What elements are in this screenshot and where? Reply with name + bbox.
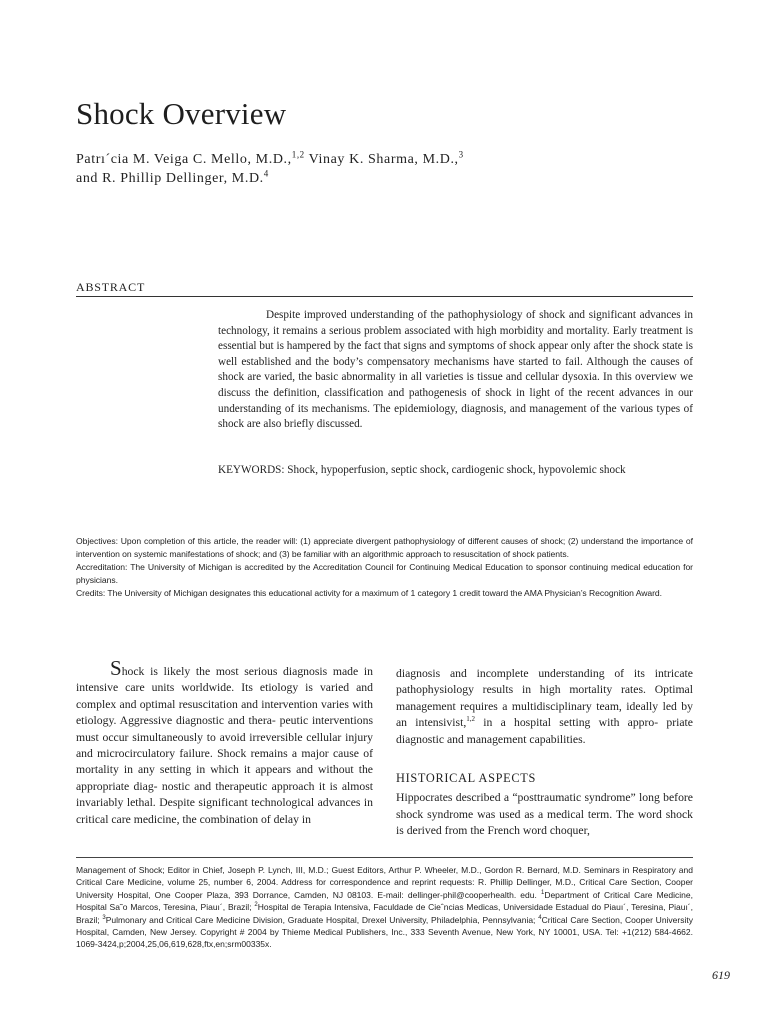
author-sharma: Vinay K. Sharma, M.D., — [304, 152, 459, 167]
footnote-affiliation-1: Department of Critical Care Medicine, Hospital Sa˜o Marcos, Teresina, Piauı´, Brazil; — [76, 889, 693, 913]
objectives-text: Objectives: Upon completion of this article, the reader will: (1) appreciate divergent pathophysiology of different causes of shock; (2) understand the importance of intervention on systemic manifestations of shock; and (3) be familiar with an algorithmic approach to resuscitation of shock patients. — [76, 536, 693, 559]
historical-paragraph: Hippocrates described a “posttraumatic syndrome” long before shock syndrome was used as a medical term. The word shock is derived from the French word choquer, — [396, 791, 693, 838]
footnote-editorial: Management of Shock; Editor in Chief, Joseph P. Lynch, III, M.D.; Guest Editors, Arthur P. Wheeler, M.D., Gordon R. Bernard, M.D. Seminars in Respiratory and Critical Care Medicine, volume 25, number 6, 2004. Address for correspondence and reprint requests: R. Phillip Dellinger, M.D., Critical Care Section, Cooper University Hospital, One Cooper Plaza, 393 Dorrance, Camden, NJ 08103. E-mail: dellinger-phil@cooperhealth. edu. — [76, 865, 693, 900]
body-column-right — [396, 666, 693, 840]
intro-paragraph — [76, 656, 373, 828]
footnote-sup: 1 — [540, 889, 545, 896]
abstract-divider — [76, 296, 693, 297]
cme-information — [76, 535, 693, 600]
author-affiliation-sup: 4 — [263, 168, 269, 179]
citation-sup: 1,2 — [466, 715, 475, 724]
footer-divider — [76, 857, 693, 858]
footnote — [76, 864, 693, 951]
author-list — [76, 150, 546, 188]
footnote-affiliation-3: Pulmonary and Critical Care Medicine Division, Graduate Hospital, Drexel University, Philadelphia, Pennsylvania; — [105, 914, 536, 925]
author-mello: Patrı´cia M. Veiga C. Mello, M.D., — [76, 152, 292, 167]
footnote-sup: 3 — [102, 914, 106, 921]
keywords: KEYWORDS: Shock, hypoperfusion, septic shock, cardiogenic shock, hypovolemic shock — [218, 464, 626, 476]
author-affiliation-sup: 1,2 — [291, 149, 305, 160]
footnote-affiliation-4: Critical Care Section, Cooper University Hospital, Camden, New Jersey. Copyright # 2004 by Thieme Medical Publishers, Inc., 333 Seventh Avenue, New York, NY 10001, USA. Tel: +1(212) 584-4662. 1069-3424,p;2004,25,06,619,628,ftx,en;srm00335x. — [76, 914, 693, 950]
body-column-left — [76, 656, 373, 828]
abstract-text: Despite improved understanding of the pathophysiology of shock and significant advances in technology, it remains a serious problem associated with high morbidity and mortality. Early treatment is essential but is hampered by the fact that signs and symptoms of shock appear only after the shock state is well established and the body’s compensatory mechanisms have started to fail. Although the causes of shock are varied, the basic abnormality in all varieties is tissue and cellular dysoxia. In this overview we discuss the definition, classification and pathogenesis of shock in light of the recent advances in our understanding of its mechanisms. The epidemiology, diagnosis, and management of the various types of shock are also briefly discussed. — [218, 309, 693, 431]
author-dellinger: and R. Phillip Dellinger, M.D. — [76, 171, 264, 186]
continuation-text: diagnosis and incomplete understanding of its intricate pathophysiology results in high mortality rates. Optimal management requires a multidisciplinary team, ideally led by an intensivist, — [396, 667, 693, 730]
credits-text: Credits: The University of Michigan designates this educational activity for a maximum of 1 category 1 credit toward the AMA Physician’s Recognition Award. — [76, 588, 662, 598]
abstract-heading: ABSTRACT — [76, 280, 146, 294]
intro-text: hock is likely the most serious diagnosis made in intensive care units worldwide. Its etiology is varied and complex and optimal resuscitation and intervention varies with etiology. Aggressive diagnostic and thera- peutic interventions must occur simultaneously to avoid irreversible cellular injury and microcirculatory failure. Shock remains a major cause of mortality in any setting in which it appears and without the appropriate diag- nostic and therapeutic approach it is almost invariably lethal. Despite significant technological advances in critical care medicine, the combination of delay in — [76, 665, 373, 826]
footnote-sup: 4 — [538, 914, 542, 921]
footnote-sup: 2 — [254, 902, 258, 909]
continuation-text-end: in a hospital setting with appro- priate diagnostic and management capabilities. — [396, 716, 693, 746]
page-number: 619 — [712, 968, 730, 982]
section-heading-historical: HISTORICAL ASPECTS — [396, 771, 537, 786]
drop-cap: S — [110, 656, 122, 680]
footnote-affiliation-2: Hospital de Terapia Intensiva, Faculdade de Cieˆncias Medicas, Universidade Estadual do Piauı´, Teresina, Piauı´, Brazil; — [76, 902, 694, 925]
author-affiliation-sup: 3 — [458, 149, 464, 160]
continuation-paragraph — [396, 666, 693, 748]
accreditation-text: Accreditation: The University of Michigan is accredited by the Accreditation Council for Continuing Medical Education to sponsor continuing medical education for physicians. — [76, 562, 693, 585]
article-title: Shock Overview — [76, 96, 287, 131]
